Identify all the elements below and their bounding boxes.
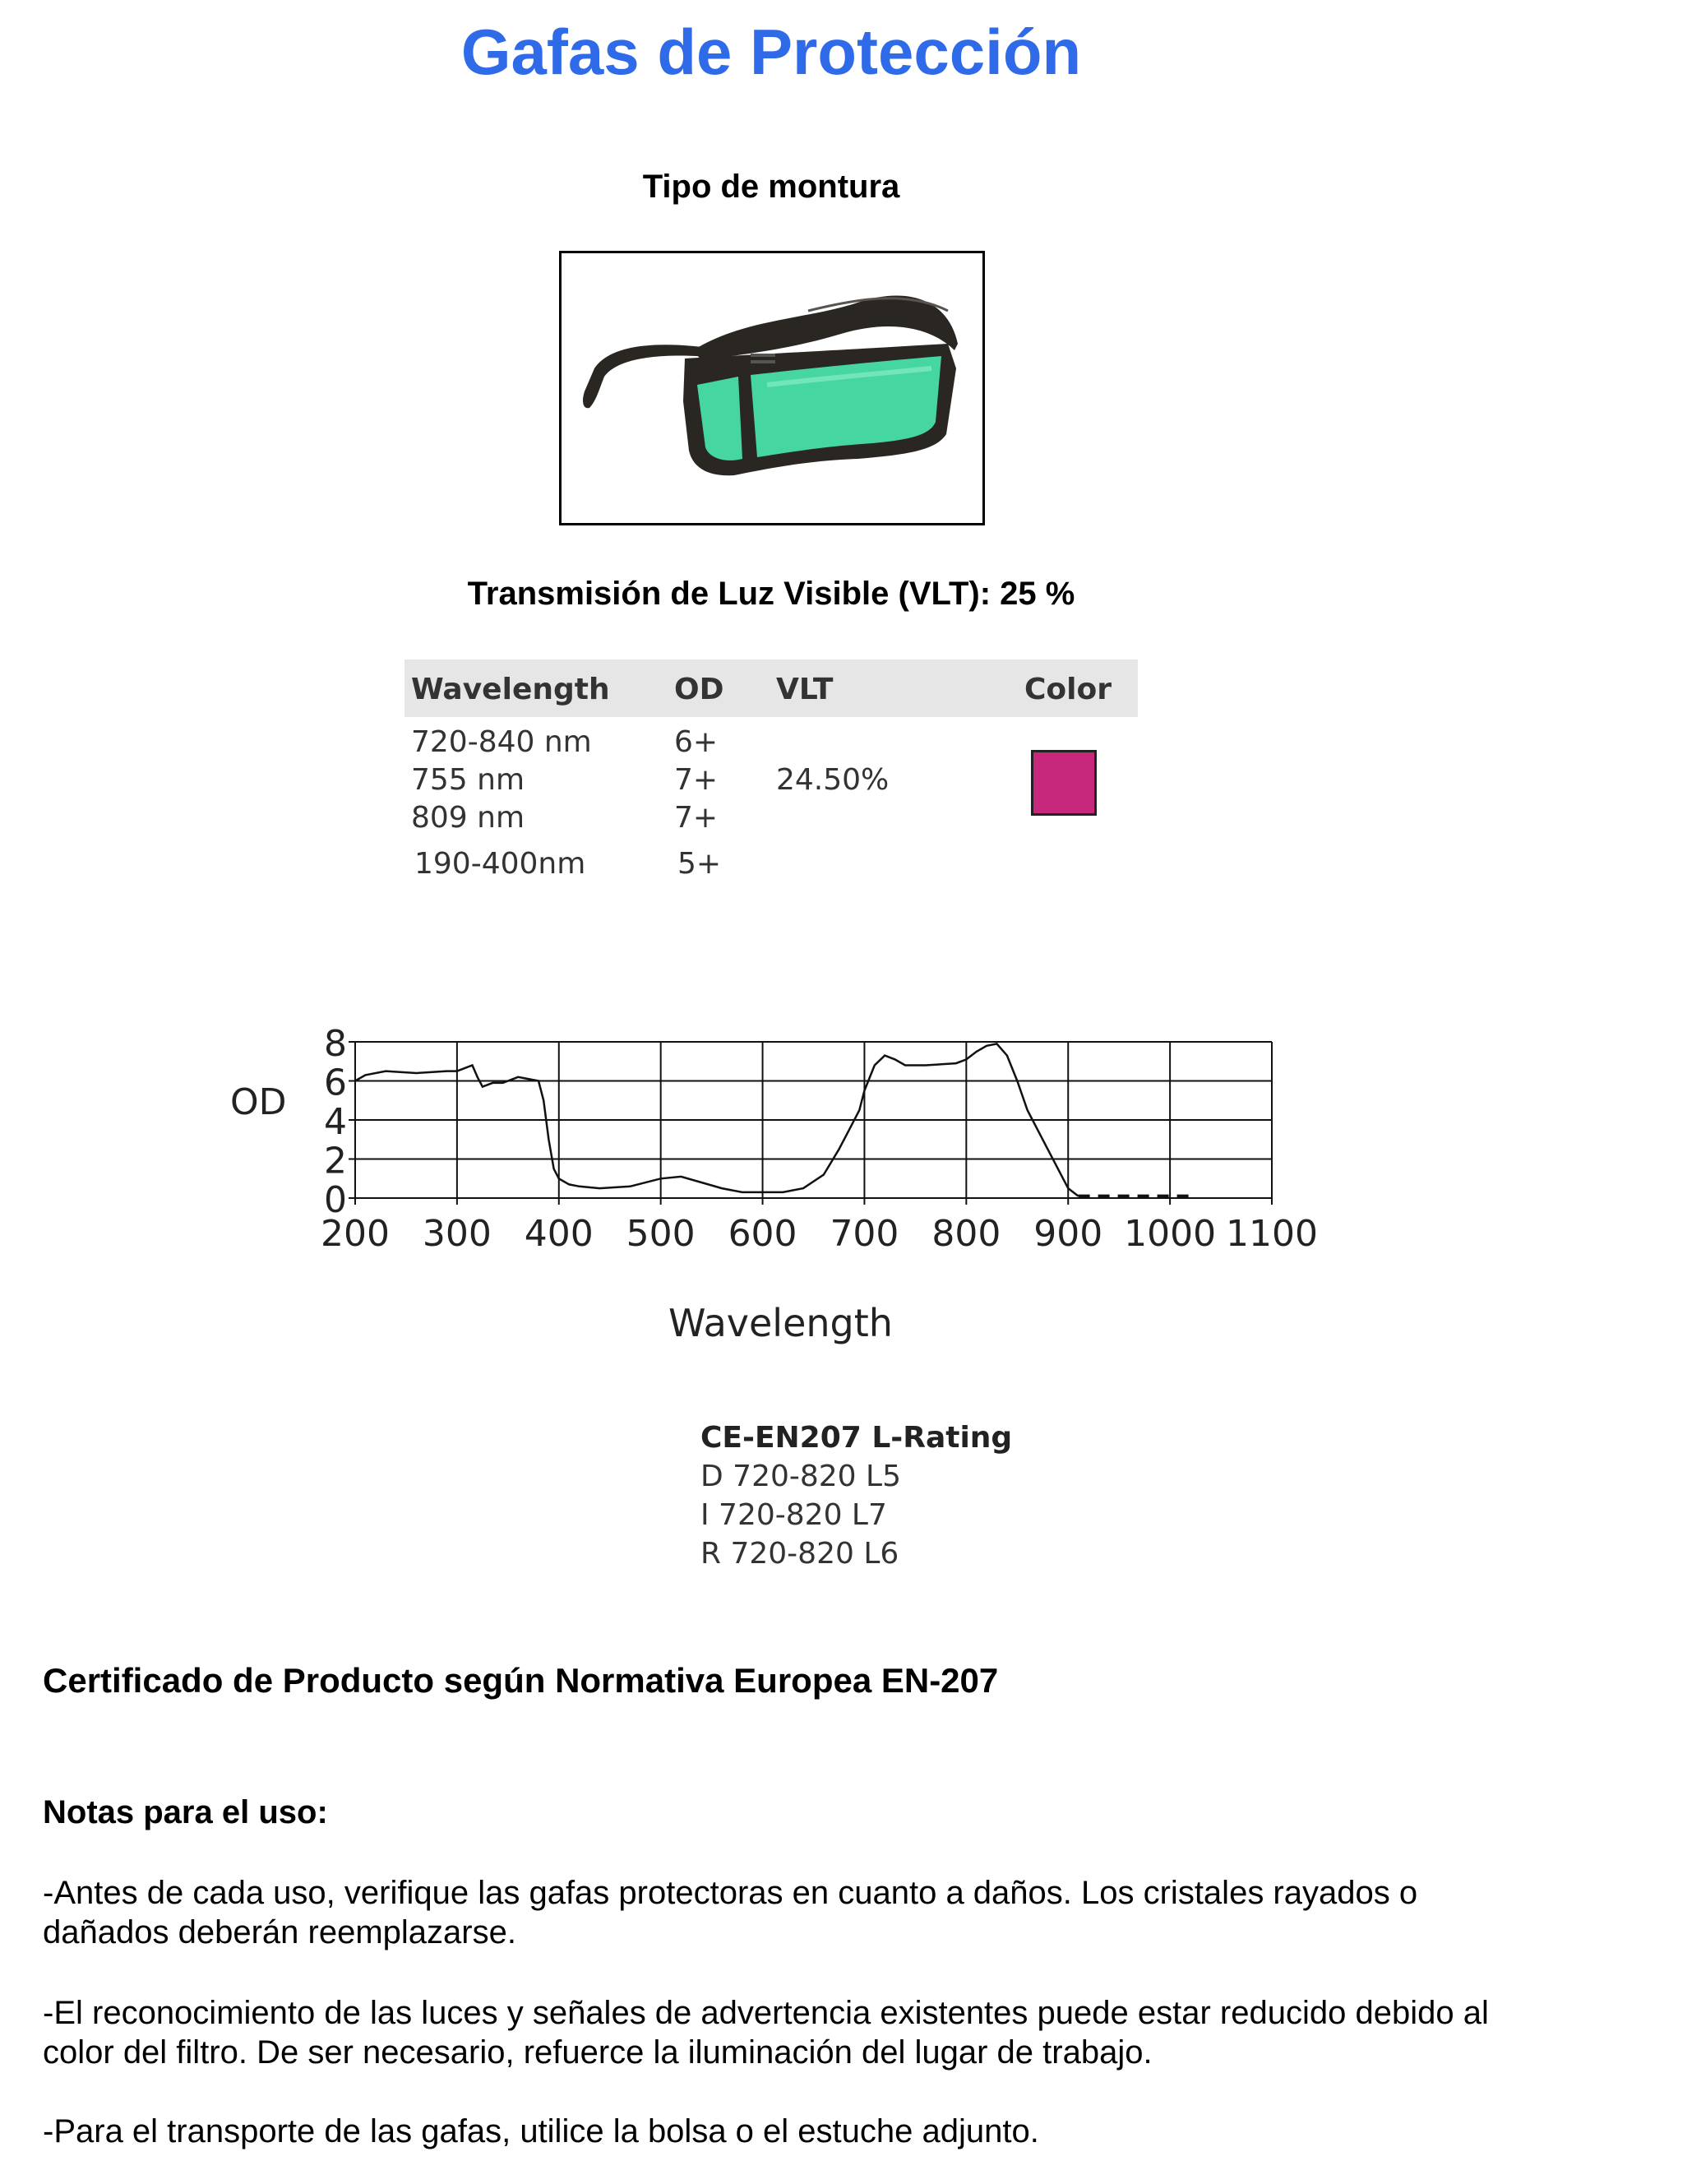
x-tick-label: 300 (422, 1213, 492, 1255)
y-tick-label: 4 (324, 1101, 347, 1143)
od-chart (214, 1016, 1332, 1361)
l-rating-block (700, 1418, 1012, 1573)
frame-type-heading: Tipo de montura (642, 169, 900, 205)
x-tick-label: 900 (1033, 1213, 1103, 1255)
notes-heading: Notas para el uso: (43, 1794, 328, 1830)
table-cell-od: 5+ (677, 847, 722, 881)
x-tick-label: 200 (321, 1213, 390, 1255)
x-tick-label: 600 (728, 1213, 797, 1255)
header-vlt: VLT (776, 673, 834, 706)
l-rating-line: R 720-820 L6 (700, 1537, 899, 1571)
table-cell-od: 7+ (674, 763, 719, 797)
x-tick-label: 400 (524, 1213, 594, 1255)
table-cell-vlt: 24.50% (776, 763, 890, 797)
x-tick-label: 1100 (1226, 1213, 1318, 1255)
x-axis-label: Wavelength (668, 1301, 893, 1345)
x-tick-label: 800 (931, 1213, 1001, 1255)
product-photo (559, 251, 985, 525)
table-cell-wavelength: 809 nm (411, 801, 525, 835)
x-tick-label: 500 (626, 1213, 696, 1255)
note-item: -Para el transporte de las gafas, utilice la bolsa o el estuche adjunto. (43, 2113, 1039, 2149)
table-body (404, 717, 1138, 956)
header-color: Color (1024, 673, 1112, 706)
header-wavelength: Wavelength (411, 673, 610, 706)
od-chart-svg (214, 1016, 1332, 1361)
table-cell-wavelength: 755 nm (411, 763, 525, 797)
l-rating-line: I 720-820 L7 (700, 1498, 887, 1532)
vlt-heading: Transmisión de Luz Visible (VLT): 25 % (467, 576, 1075, 612)
l-rating-line: D 720-820 L5 (700, 1460, 901, 1493)
color-swatch (1031, 750, 1097, 816)
note-item: -El reconocimiento de las luces y señales de advertencia existentes puede estar reducido debido al color del filtro. De ser necesario, refuerce la iluminación del lugar de trabajo. (43, 1995, 1489, 2071)
safety-goggles-icon (562, 253, 982, 523)
y-axis-label: OD (230, 1081, 287, 1123)
header-od: OD (674, 673, 724, 706)
table-cell-od: 6+ (674, 725, 719, 759)
table-cell-wavelength: 720-840 nm (411, 725, 592, 759)
y-tick-label: 0 (324, 1179, 347, 1221)
spec-table (404, 659, 1138, 956)
table-cell-od: 7+ (674, 801, 719, 835)
table-cell-wavelength: 190-400nm (414, 847, 586, 881)
y-tick-label: 6 (324, 1062, 347, 1104)
y-tick-label: 2 (324, 1140, 347, 1182)
page-title: Gafas de Protección (460, 16, 1082, 88)
x-tick-label: 1000 (1124, 1213, 1217, 1255)
x-tick-label: 700 (830, 1213, 899, 1255)
l-rating-heading: CE-EN207 L-Rating (700, 1421, 1013, 1455)
y-tick-label: 8 (324, 1023, 347, 1065)
certificate-text: Certificado de Producto según Normativa Europea EN-207 (43, 1661, 999, 1700)
note-item: -Antes de cada uso, verifique las gafas protectoras en cuanto a daños. Los cristales rayados o dañados deberán reemplazarse. (43, 1875, 1418, 1950)
table-header (404, 659, 1138, 717)
